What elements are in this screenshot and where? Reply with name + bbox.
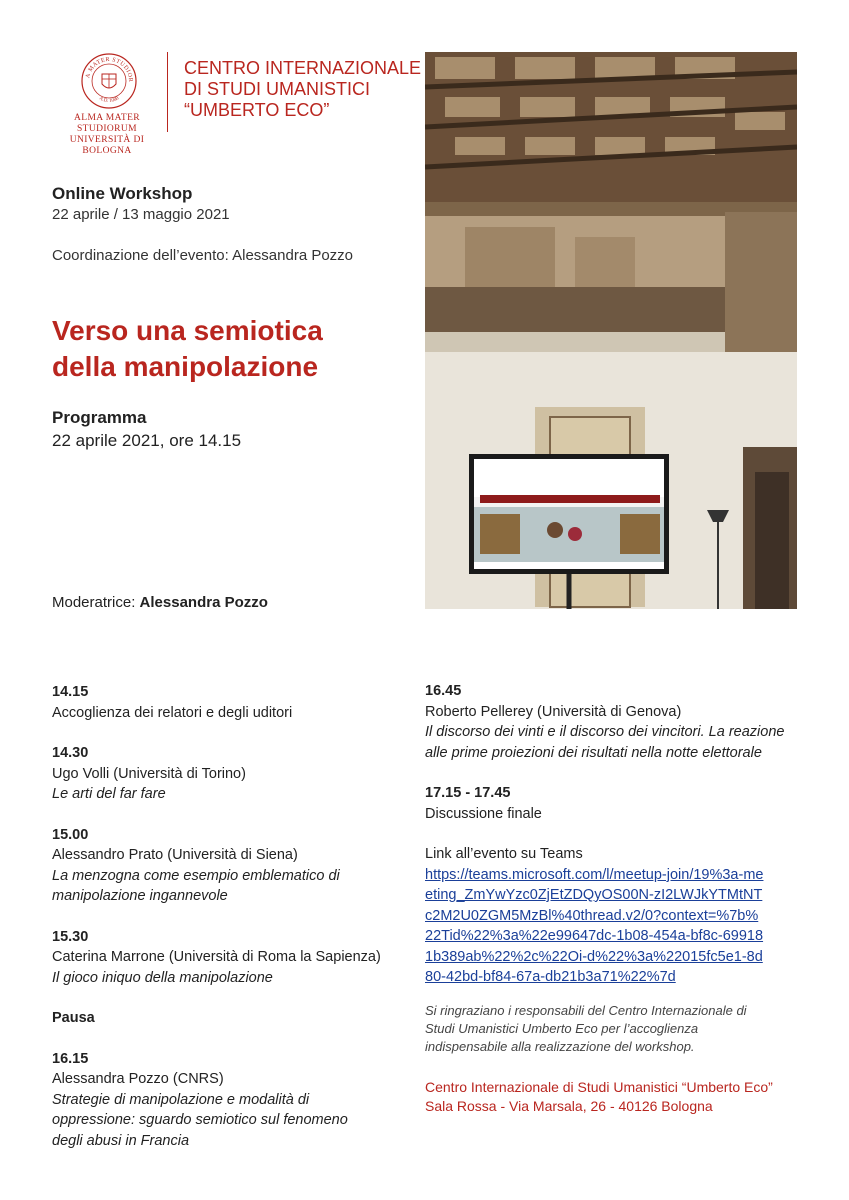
schedule-time: 16.15	[52, 1050, 89, 1067]
schedule-item	[425, 783, 805, 824]
schedule-item	[52, 1008, 412, 1029]
schedule-speaker: Ugo Volli (Università di Torino)	[52, 765, 246, 782]
schedule-speaker: Alessandra Pozzo (CNRS)	[52, 1071, 224, 1087]
svg-text:ALMA MATER STUDIORUM	[80, 52, 133, 82]
event-title-line-2: della manipolazione	[52, 351, 319, 382]
schedule-talk: Strategie di manipolazione e modalità di oppressione: sguardo semiotico sul fenomeno degli abusi in Francia	[52, 1091, 348, 1149]
schedule-column-2	[425, 681, 805, 1116]
university-name	[50, 113, 164, 157]
schedule-time: 14.15	[52, 684, 89, 700]
footer-line-2: Sala Rossa - Via Marsala, 26 - 40126 Bologna	[425, 1097, 713, 1114]
room-photo	[425, 52, 797, 609]
centro-name	[184, 58, 421, 121]
acknowledgements: Si ringraziano i responsabili del Centro Internazionale di Studi Umanistici Umberto Eco per l’accoglienza indispensabile alla realizzazione del workshop.	[425, 1002, 747, 1054]
schedule-time: 15.00	[52, 826, 89, 843]
teams-label: Link all’evento su Teams	[425, 846, 583, 862]
schedule-speaker: Alessandro Prato (Università di Siena)	[52, 847, 298, 863]
schedule-speaker: Discussione finale	[425, 805, 542, 822]
schedule-talk: Le arti del far fare	[52, 786, 166, 802]
header-divider	[167, 52, 168, 132]
moderator	[52, 594, 268, 611]
schedule-item	[52, 927, 412, 989]
schedule-time: 15.30	[52, 928, 89, 945]
schedule-talk: Il discorso dei vinti e il discorso dei vincitori. La reazione alle prime proiezioni dei risultati nella notte elettorale	[425, 724, 785, 761]
svg-text:A.D. 1088	[98, 96, 120, 104]
schedule-break: Pausa	[52, 1010, 95, 1026]
university-seal-icon	[80, 52, 138, 110]
program-heading: Programma	[52, 408, 147, 427]
schedule-time: 14.30	[52, 745, 89, 761]
schedule-time: 17.15 - 17.45	[425, 785, 511, 801]
centro-line-1: CENTRO INTERNAZIONALE	[184, 58, 422, 78]
footer-line-1: Centro Internazionale di Studi Umanistici “Umberto Eco”	[425, 1078, 773, 1095]
seal-bottom-text: A.D. 1088	[98, 96, 120, 105]
schedule-speaker: Caterina Marrone (Università di Roma la Sapienza)	[52, 949, 381, 965]
event-dates: 22 aprile / 13 maggio 2021	[52, 206, 230, 223]
moderator-name: Alessandra Pozzo	[139, 594, 268, 611]
seal-top-text: A MATER STUDIOR	[85, 56, 134, 83]
schedule-item	[52, 1049, 412, 1152]
schedule-speaker: Roberto Pellerey (Università di Genova)	[425, 703, 682, 720]
university-line-2: UNIVERSITÀ DI BOLOGNA	[69, 135, 145, 156]
teams-link[interactable]: https://teams.microsoft.com/l/meetup-join/19%3a-meeting_ZmYwYzc0ZjEtZDQyOS00N-zI2LWJkYTMtNTc2M2U0ZGM5MzBl%40thread.v2/0?context=%7b%22Tid%22%3a%22e99647dc-1b08-454a-bf8c-699181b389ab%22%2c%22Oi-d%22%3a%22015fc5e1-8d80-42bd-bf84-67a-db21b3a71%22%7d	[425, 866, 764, 985]
schedule-item	[52, 825, 412, 907]
event-coordination: Coordinazione dell’evento: Alessandra Pozzo	[52, 247, 354, 264]
event-title-line-1: Verso una semiotica	[52, 315, 323, 346]
centro-line-3: “UMBERTO ECO”	[184, 100, 330, 120]
schedule-talk: Il gioco iniquo della manipolazione	[52, 969, 273, 986]
schedule-column-1	[52, 682, 412, 1171]
moderator-label: Moderatrice:	[52, 594, 136, 611]
schedule-time: 16.45	[425, 683, 462, 699]
schedule-item	[52, 682, 412, 723]
event-title	[52, 313, 323, 385]
program-date: 22 aprile 2021, ore 14.15	[52, 431, 242, 450]
event-type: Online Workshop	[52, 184, 193, 203]
centro-line-2: DI STUDI UMANISTICI	[184, 79, 371, 99]
footer	[425, 1078, 805, 1116]
university-line-1: ALMA MATER STUDIORUM	[73, 113, 141, 134]
schedule-item	[425, 681, 805, 763]
schedule-talk: La menzogna come esempio emblematico di manipolazione ingannevole	[52, 867, 340, 904]
schedule-speaker: Accoglienza dei relatori e degli uditori	[52, 704, 293, 721]
schedule-item	[52, 743, 412, 805]
